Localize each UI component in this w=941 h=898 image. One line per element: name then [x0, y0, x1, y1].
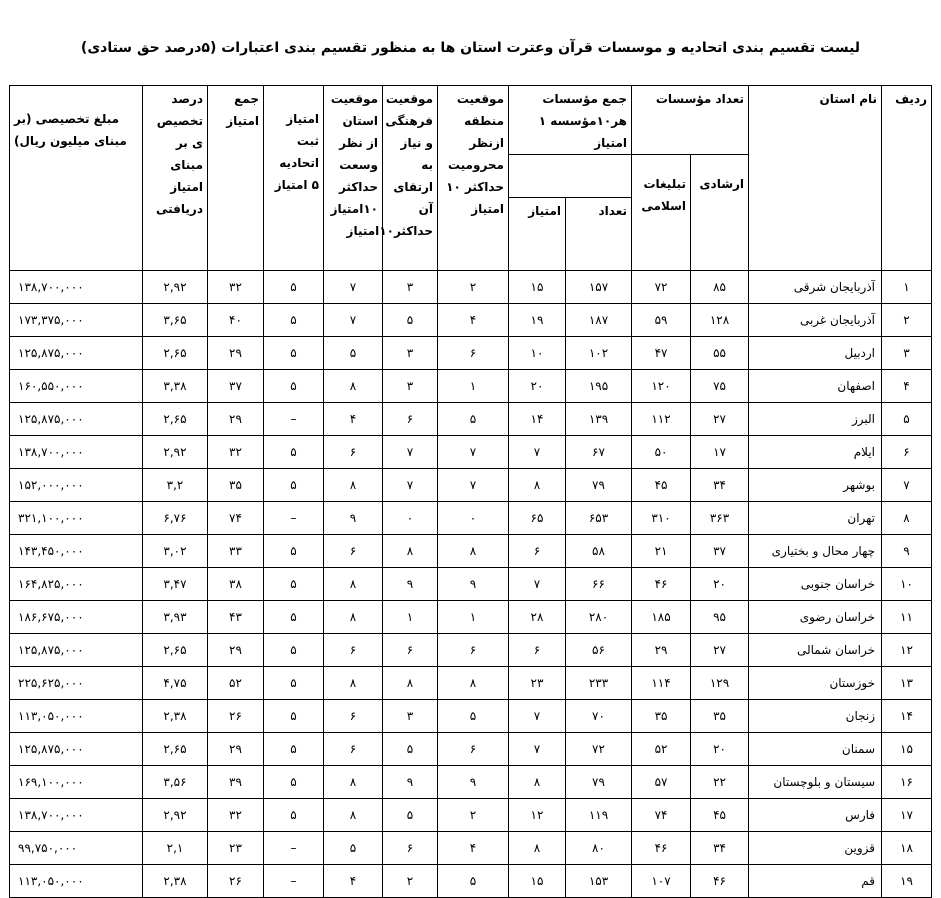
cultural-score: ۶: [383, 634, 438, 667]
row-number: ۷: [882, 469, 932, 502]
allocation-percent: ۲,۱: [143, 832, 208, 865]
table-row: [10, 568, 932, 601]
cultural-score: ۳: [383, 700, 438, 733]
allocation-percent: ۶,۷۶: [143, 502, 208, 535]
total-score: ۳۲: [208, 799, 264, 832]
allocation-amount: ۱۱۳,۰۵۰,۰۰۰: [10, 700, 143, 733]
irshadi-count: ۴۶: [691, 865, 749, 898]
tablighat-count: ۵۹: [632, 304, 691, 337]
cultural-score: ۲: [383, 865, 438, 898]
cultural-score: ۵: [383, 304, 438, 337]
allocation-percent: ۲,۹۲: [143, 271, 208, 304]
institutes-score: ۸: [509, 832, 566, 865]
institutes-score: ۷: [509, 700, 566, 733]
header-percent: درصد تخصیص ی بر مبنای امتیاز دریافتی: [143, 86, 208, 271]
table-row: [10, 370, 932, 403]
area-score: ۸: [324, 799, 383, 832]
total-score: ۳۳: [208, 535, 264, 568]
irshadi-count: ۲۰: [691, 568, 749, 601]
institutes-count: ۷۲: [566, 733, 632, 766]
allocation-amount: ۱۶۰,۵۵۰,۰۰۰: [10, 370, 143, 403]
cultural-score: ۶: [383, 403, 438, 436]
area-score: ۸: [324, 469, 383, 502]
cultural-score: ۳: [383, 370, 438, 403]
province-name: زنجان: [749, 700, 882, 733]
deprived-score: ۵: [438, 700, 509, 733]
total-score: ۷۴: [208, 502, 264, 535]
institutes-count: ۲۸۰: [566, 601, 632, 634]
union-score: ۵: [264, 436, 324, 469]
row-number: ۴: [882, 370, 932, 403]
area-score: ۹: [324, 502, 383, 535]
tablighat-count: ۴۷: [632, 337, 691, 370]
union-score: ۵: [264, 568, 324, 601]
allocation-amount: ۱۲۵,۸۷۵,۰۰۰: [10, 337, 143, 370]
province-name: آذربایجان غربی: [749, 304, 882, 337]
allocation-percent: ۲,۳۸: [143, 865, 208, 898]
allocation-percent: ۳,۹۳: [143, 601, 208, 634]
table-row: [10, 403, 932, 436]
union-score: –: [264, 865, 324, 898]
area-score: ۸: [324, 370, 383, 403]
cultural-score: ۶: [383, 832, 438, 865]
table-row: [10, 700, 932, 733]
total-score: ۲۹: [208, 634, 264, 667]
table-row: [10, 766, 932, 799]
province-name: اصفهان: [749, 370, 882, 403]
deprived-score: ۸: [438, 535, 509, 568]
total-score: ۳۹: [208, 766, 264, 799]
table-row: [10, 436, 932, 469]
deprived-score: ۷: [438, 469, 509, 502]
allocation-amount: ۱۲۵,۸۷۵,۰۰۰: [10, 403, 143, 436]
irshadi-count: ۲۰: [691, 733, 749, 766]
row-number: ۹: [882, 535, 932, 568]
province-name: اردبیل: [749, 337, 882, 370]
tablighat-count: ۳۱۰: [632, 502, 691, 535]
irshadi-count: ۱۲۹: [691, 667, 749, 700]
deprived-score: ۹: [438, 766, 509, 799]
allocation-percent: ۳,۰۲: [143, 535, 208, 568]
allocation-percent: ۴,۷۵: [143, 667, 208, 700]
institutes-score: ۲۳: [509, 667, 566, 700]
cultural-score: ۳: [383, 337, 438, 370]
row-number: ۵: [882, 403, 932, 436]
tablighat-count: ۳۵: [632, 700, 691, 733]
allocation-amount: ۱۶۴,۸۲۵,۰۰۰: [10, 568, 143, 601]
tablighat-count: ۲۹: [632, 634, 691, 667]
institutes-count: ۱۸۷: [566, 304, 632, 337]
province-name: خراسان جنوبی: [749, 568, 882, 601]
row-number: ۳: [882, 337, 932, 370]
total-score: ۵۲: [208, 667, 264, 700]
union-score: ۵: [264, 370, 324, 403]
row-number: ۱۹: [882, 865, 932, 898]
row-number: ۱۶: [882, 766, 932, 799]
institutes-score: ۶: [509, 535, 566, 568]
tablighat-count: ۱۲۰: [632, 370, 691, 403]
cultural-score: ۵: [383, 733, 438, 766]
union-score: ۵: [264, 535, 324, 568]
table-row: [10, 832, 932, 865]
irshadi-count: ۳۶۳: [691, 502, 749, 535]
tablighat-count: ۱۱۴: [632, 667, 691, 700]
irshadi-count: ۳۵: [691, 700, 749, 733]
area-score: ۸: [324, 601, 383, 634]
table-row: [10, 337, 932, 370]
allocation-percent: ۲,۶۵: [143, 337, 208, 370]
province-name: خراسان شمالی: [749, 634, 882, 667]
allocation-amount: ۱۴۳,۴۵۰,۰۰۰: [10, 535, 143, 568]
row-number: ۱۷: [882, 799, 932, 832]
total-score: ۳۷: [208, 370, 264, 403]
institutes-count: ۲۳۳: [566, 667, 632, 700]
header-sum-group: جمع مؤسسات هر۱۰مؤسسه ۱ امتیاز: [509, 86, 632, 155]
irshadi-count: ۲۷: [691, 634, 749, 667]
area-score: ۷: [324, 271, 383, 304]
table-row: [10, 733, 932, 766]
cultural-score: ۷: [383, 469, 438, 502]
allocation-amount: ۱۶۹,۱۰۰,۰۰۰: [10, 766, 143, 799]
institutes-count: ۶۵۳: [566, 502, 632, 535]
total-score: ۳۸: [208, 568, 264, 601]
allocation-table: [9, 85, 932, 898]
allocation-amount: ۱۵۲,۰۰۰,۰۰۰: [10, 469, 143, 502]
irshadi-count: ۹۵: [691, 601, 749, 634]
union-score: ۵: [264, 304, 324, 337]
cultural-score: ۷: [383, 436, 438, 469]
tablighat-count: ۴۶: [632, 568, 691, 601]
area-score: ۸: [324, 766, 383, 799]
province-name: سیستان و بلوچستان: [749, 766, 882, 799]
province-name: سمنان: [749, 733, 882, 766]
province-name: تهران: [749, 502, 882, 535]
union-score: ۵: [264, 337, 324, 370]
area-score: ۴: [324, 865, 383, 898]
union-score: ۵: [264, 766, 324, 799]
allocation-amount: ۲۲۵,۶۲۵,۰۰۰: [10, 667, 143, 700]
area-score: ۸: [324, 568, 383, 601]
province-name: آذربایجان شرقی: [749, 271, 882, 304]
area-score: ۶: [324, 634, 383, 667]
deprived-score: ۶: [438, 337, 509, 370]
area-score: ۵: [324, 337, 383, 370]
institutes-score: ۶: [509, 634, 566, 667]
deprived-score: ۱: [438, 601, 509, 634]
tablighat-count: ۱۸۵: [632, 601, 691, 634]
deprived-score: ۶: [438, 733, 509, 766]
header-count-group: تعداد مؤسسات: [632, 86, 749, 155]
allocation-percent: ۲,۶۵: [143, 733, 208, 766]
irshadi-count: ۴۵: [691, 799, 749, 832]
document-title: لیست تقسیم بندی اتحادیه و موسسات قرآن وعترت استان ها به منظور تقسیم بندی اعتبارات (۵درصد حق ستادی): [80, 40, 861, 56]
cultural-score: ۳: [383, 271, 438, 304]
tablighat-count: ۱۱۲: [632, 403, 691, 436]
province-name: فارس: [749, 799, 882, 832]
table-row: [10, 799, 932, 832]
institutes-count: ۷۹: [566, 469, 632, 502]
row-number: ۱۳: [882, 667, 932, 700]
table-row: [10, 634, 932, 667]
allocation-amount: ۹۹,۷۵۰,۰۰۰: [10, 832, 143, 865]
total-score: ۲۹: [208, 733, 264, 766]
deprived-score: ۹: [438, 568, 509, 601]
allocation-percent: ۲,۶۵: [143, 634, 208, 667]
irshadi-count: ۸۵: [691, 271, 749, 304]
tablighat-count: ۷۲: [632, 271, 691, 304]
union-score: ۵: [264, 667, 324, 700]
province-name: ایلام: [749, 436, 882, 469]
row-number: ۱۸: [882, 832, 932, 865]
table-body: [10, 271, 932, 898]
area-score: ۸: [324, 667, 383, 700]
union-score: –: [264, 832, 324, 865]
institutes-score: ۷: [509, 733, 566, 766]
deprived-score: ۸: [438, 667, 509, 700]
union-score: ۵: [264, 733, 324, 766]
union-score: –: [264, 502, 324, 535]
irshadi-count: ۱۷: [691, 436, 749, 469]
row-number: ۲: [882, 304, 932, 337]
union-score: ۵: [264, 271, 324, 304]
total-score: ۲۶: [208, 700, 264, 733]
province-name: خراسان رضوی: [749, 601, 882, 634]
area-score: ۶: [324, 700, 383, 733]
province-name: البرز: [749, 403, 882, 436]
institutes-score: ۶۵: [509, 502, 566, 535]
total-score: ۴۰: [208, 304, 264, 337]
institutes-count: ۱۳۹: [566, 403, 632, 436]
irshadi-count: ۷۵: [691, 370, 749, 403]
row-number: ۱: [882, 271, 932, 304]
institutes-score: ۷: [509, 568, 566, 601]
institutes-score: ۱۰: [509, 337, 566, 370]
total-score: ۲۹: [208, 337, 264, 370]
allocation-amount: ۱۲۵,۸۷۵,۰۰۰: [10, 634, 143, 667]
allocation-percent: ۲,۶۵: [143, 403, 208, 436]
header-deprived: موقعیت منطقه ازنظر محرومیت حداکثر ۱۰ امتیاز: [438, 86, 509, 271]
row-number: ۱۵: [882, 733, 932, 766]
irshadi-count: ۱۲۸: [691, 304, 749, 337]
institutes-count: ۱۰۲: [566, 337, 632, 370]
institutes-count: ۵۸: [566, 535, 632, 568]
institutes-count: ۶۷: [566, 436, 632, 469]
institutes-count: ۸۰: [566, 832, 632, 865]
institutes-score: ۱۲: [509, 799, 566, 832]
area-score: ۶: [324, 733, 383, 766]
row-number: ۱۱: [882, 601, 932, 634]
institutes-count: ۱۹۵: [566, 370, 632, 403]
table-row: [10, 667, 932, 700]
deprived-score: ۴: [438, 832, 509, 865]
tablighat-count: ۲۱: [632, 535, 691, 568]
header-cultural: موقعیت فرهنگی و نیاز به ارتقای آن حداکثر۱۰امتیاز: [383, 86, 438, 271]
header-province: نام استان: [749, 86, 882, 271]
irshadi-count: ۲۷: [691, 403, 749, 436]
institutes-count: ۱۱۹: [566, 799, 632, 832]
institutes-score: ۱۴: [509, 403, 566, 436]
cultural-score: ۸: [383, 667, 438, 700]
tablighat-count: ۷۴: [632, 799, 691, 832]
union-score: ۵: [264, 634, 324, 667]
irshadi-count: ۲۲: [691, 766, 749, 799]
allocation-amount: ۳۲۱,۱۰۰,۰۰۰: [10, 502, 143, 535]
tablighat-count: ۵۲: [632, 733, 691, 766]
total-score: ۳۲: [208, 271, 264, 304]
province-name: چهار محال و بختیاری: [749, 535, 882, 568]
institutes-score: ۸: [509, 766, 566, 799]
table-row: [10, 535, 932, 568]
header-area: موقعیت استان از نظر وسعت حداکثر ۱۰امتیاز: [324, 86, 383, 271]
allocation-percent: ۳,۲: [143, 469, 208, 502]
total-score: ۲۹: [208, 403, 264, 436]
header-total: جمع امتیاز: [208, 86, 264, 271]
deprived-score: ۵: [438, 865, 509, 898]
union-score: ۵: [264, 700, 324, 733]
institutes-score: ۷: [509, 436, 566, 469]
total-score: ۲۶: [208, 865, 264, 898]
allocation-percent: ۲,۳۸: [143, 700, 208, 733]
total-score: ۳۲: [208, 436, 264, 469]
deprived-score: ۲: [438, 271, 509, 304]
deprived-score: ۶: [438, 634, 509, 667]
institutes-count: ۷۹: [566, 766, 632, 799]
table-row: [10, 601, 932, 634]
allocation-percent: ۳,۳۸: [143, 370, 208, 403]
row-number: ۶: [882, 436, 932, 469]
allocation-amount: ۱۷۳,۳۷۵,۰۰۰: [10, 304, 143, 337]
allocation-percent: ۲,۹۲: [143, 799, 208, 832]
area-score: ۶: [324, 436, 383, 469]
tablighat-count: ۴۶: [632, 832, 691, 865]
table-row: [10, 502, 932, 535]
table-row: [10, 304, 932, 337]
province-name: قم: [749, 865, 882, 898]
area-score: ۵: [324, 832, 383, 865]
institutes-score: ۸: [509, 469, 566, 502]
tablighat-count: ۴۵: [632, 469, 691, 502]
table-row: [10, 469, 932, 502]
deprived-score: ۵: [438, 403, 509, 436]
tablighat-count: ۵۷: [632, 766, 691, 799]
deprived-score: ۱: [438, 370, 509, 403]
union-score: ۵: [264, 469, 324, 502]
union-score: –: [264, 403, 324, 436]
allocation-amount: ۱۳۸,۷۰۰,۰۰۰: [10, 271, 143, 304]
allocation-percent: ۳,۶۵: [143, 304, 208, 337]
area-score: ۷: [324, 304, 383, 337]
row-number: ۱۴: [882, 700, 932, 733]
total-score: ۲۳: [208, 832, 264, 865]
province-name: بوشهر: [749, 469, 882, 502]
institutes-score: ۱۹: [509, 304, 566, 337]
tablighat-count: ۱۰۷: [632, 865, 691, 898]
allocation-amount: ۱۳۸,۷۰۰,۰۰۰: [10, 799, 143, 832]
header-row-top: [10, 86, 932, 155]
cultural-score: ۵: [383, 799, 438, 832]
allocation-amount: ۱۳۸,۷۰۰,۰۰۰: [10, 436, 143, 469]
header-sum-spacer: [509, 155, 632, 198]
cultural-score: ۰: [383, 502, 438, 535]
allocation-percent: ۳,۵۶: [143, 766, 208, 799]
union-score: ۵: [264, 799, 324, 832]
institutes-count: ۱۵۳: [566, 865, 632, 898]
row-number: ۱۰: [882, 568, 932, 601]
irshadi-count: ۳۷: [691, 535, 749, 568]
table-row: [10, 865, 932, 898]
deprived-score: ۷: [438, 436, 509, 469]
header-count: تعداد: [566, 198, 632, 271]
province-name: خوزستان: [749, 667, 882, 700]
institutes-score: ۱۵: [509, 271, 566, 304]
table-row: [10, 271, 932, 304]
cultural-score: ۱: [383, 601, 438, 634]
total-score: ۴۳: [208, 601, 264, 634]
institutes-count: ۶۶: [566, 568, 632, 601]
irshadi-count: ۵۵: [691, 337, 749, 370]
area-score: ۶: [324, 535, 383, 568]
cultural-score: ۹: [383, 766, 438, 799]
province-name: قزوین: [749, 832, 882, 865]
deprived-score: ۲: [438, 799, 509, 832]
institutes-count: ۱۵۷: [566, 271, 632, 304]
area-score: ۴: [324, 403, 383, 436]
irshadi-count: ۳۴: [691, 469, 749, 502]
row-number: ۸: [882, 502, 932, 535]
header-row-no: ردیف: [882, 86, 932, 271]
institutes-score: ۲۰: [509, 370, 566, 403]
allocation-percent: ۲,۹۲: [143, 436, 208, 469]
institutes-count: ۵۶: [566, 634, 632, 667]
allocation-amount: ۱۱۳,۰۵۰,۰۰۰: [10, 865, 143, 898]
allocation-amount: ۱۸۶,۶۷۵,۰۰۰: [10, 601, 143, 634]
header-score: امتیاز: [509, 198, 566, 271]
allocation-amount: ۱۲۵,۸۷۵,۰۰۰: [10, 733, 143, 766]
institutes-count: ۷۰: [566, 700, 632, 733]
cultural-score: ۹: [383, 568, 438, 601]
header-irshadi: ارشادی: [691, 155, 749, 271]
row-number: ۱۲: [882, 634, 932, 667]
allocation-percent: ۳,۴۷: [143, 568, 208, 601]
deprived-score: ۰: [438, 502, 509, 535]
header-union-reg: امتیاز ثبت اتحادیه ۵ امتیاز: [264, 86, 324, 271]
deprived-score: ۴: [438, 304, 509, 337]
header-tablighat: تبلیغات اسلامی: [632, 155, 691, 271]
cultural-score: ۸: [383, 535, 438, 568]
union-score: ۵: [264, 601, 324, 634]
irshadi-count: ۳۴: [691, 832, 749, 865]
institutes-score: ۲۸: [509, 601, 566, 634]
institutes-score: ۱۵: [509, 865, 566, 898]
total-score: ۳۵: [208, 469, 264, 502]
header-amount: مبلغ تخصیصی (بر مبنای میلیون ریال): [10, 86, 143, 271]
tablighat-count: ۵۰: [632, 436, 691, 469]
